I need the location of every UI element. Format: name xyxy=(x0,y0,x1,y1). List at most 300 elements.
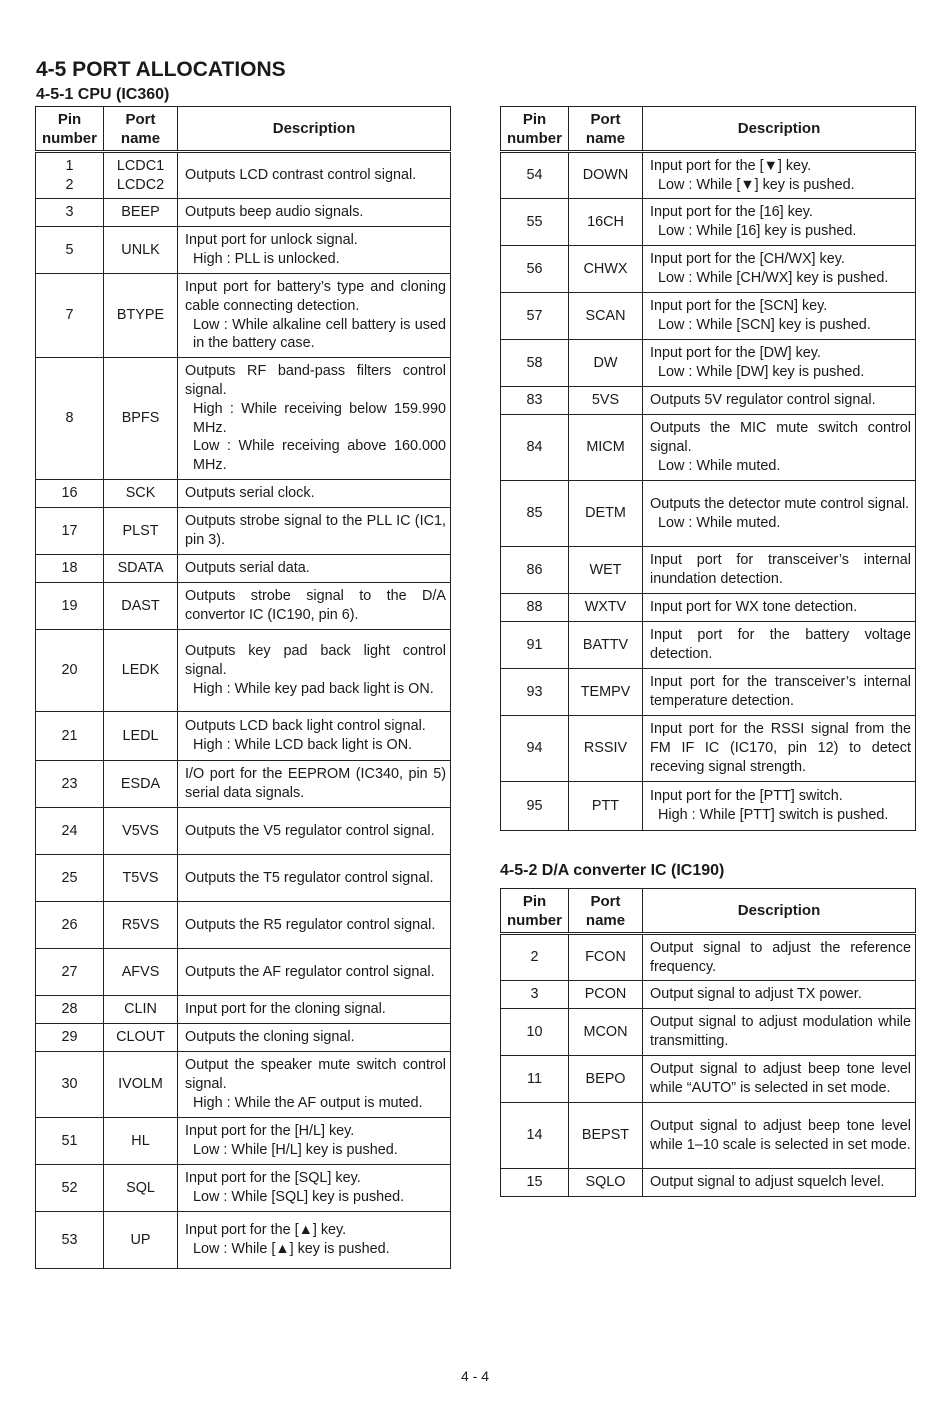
description-line: Low : While muted. xyxy=(658,514,781,531)
table-row xyxy=(501,481,916,547)
pin-number-text: 1 xyxy=(65,157,74,174)
port-name-text: MCON xyxy=(583,1023,628,1040)
description-line: High : While the AF output is muted. xyxy=(193,1094,423,1111)
pin-number-cell xyxy=(36,1212,104,1269)
port-name-cell xyxy=(569,481,643,547)
port-name-text: TEMPV xyxy=(580,683,631,700)
table-row xyxy=(36,902,451,949)
pin-number-cell xyxy=(501,246,569,293)
port-name-cell xyxy=(104,949,178,996)
description-cell xyxy=(643,669,916,716)
pin-number-text: 25 xyxy=(61,869,78,886)
pin-number-text: 52 xyxy=(61,1179,78,1196)
pin-number-text: 2 xyxy=(65,176,74,193)
description-line: Input port for the [SQL] key. xyxy=(185,1170,361,1187)
page-number: 4 - 4 xyxy=(460,1368,489,1384)
table-row xyxy=(36,949,451,996)
port-name-cell xyxy=(569,1169,643,1197)
description-cell xyxy=(178,712,451,761)
description-line: Input port for the [▲] key. xyxy=(185,1222,347,1239)
description-line: Input port for WX tone detection. xyxy=(650,599,858,616)
pin-number-cell xyxy=(501,716,569,782)
description-line: Output the speaker mute switch control signal. xyxy=(185,1057,446,1093)
pin-number-cell xyxy=(36,508,104,555)
table-row xyxy=(501,387,916,415)
pin-number-text: 3 xyxy=(530,986,539,1003)
description-line: Input port for the [DW] key. xyxy=(650,345,821,362)
description-cell xyxy=(178,1024,451,1052)
table-row xyxy=(501,934,916,981)
table-row xyxy=(36,274,451,358)
port-name-cell xyxy=(569,934,643,981)
pin-number-text: 15 xyxy=(526,1174,543,1191)
description-line: Input port for the [16] key. xyxy=(650,204,813,221)
description-line: High : While LCD back light is ON. xyxy=(193,737,413,753)
table-row xyxy=(501,594,916,622)
description-line: Outputs beep audio signals. xyxy=(185,204,364,221)
header-port-name: Port name xyxy=(569,107,643,152)
pin-number-cell xyxy=(501,622,569,669)
description-cell xyxy=(178,555,451,583)
description-cell xyxy=(178,227,451,274)
table-row xyxy=(36,996,451,1024)
port-name-text: MICM xyxy=(586,439,625,456)
description-line: Outputs the R5 regulator control signal. xyxy=(185,916,436,933)
description-line: High : While key pad back light is ON. xyxy=(193,680,434,697)
pin-number-cell xyxy=(501,415,569,481)
description-line: High : While receiving below 159.990 MHz. xyxy=(193,400,446,436)
description-cell xyxy=(643,1009,916,1056)
port-name-cell xyxy=(569,622,643,669)
pin-number-cell xyxy=(501,594,569,622)
pin-number-cell xyxy=(501,481,569,547)
description-cell xyxy=(178,199,451,227)
port-name-text: DW xyxy=(593,354,618,371)
description-line: Outputs the V5 regulator control signal. xyxy=(185,822,435,839)
port-name-cell xyxy=(104,199,178,227)
port-name-cell xyxy=(104,761,178,808)
pin-number-text: 26 xyxy=(61,916,78,933)
description-line: Outputs strobe signal to the PLL IC (IC1, pin 3). xyxy=(185,513,446,548)
port-name-text: IVOLM xyxy=(118,1076,163,1093)
description-cell xyxy=(643,1169,916,1197)
port-name-text: LCDC1 xyxy=(116,157,165,174)
description-line: Output signal to adjust TX power. xyxy=(650,986,862,1003)
description-cell xyxy=(178,996,451,1024)
port-name-text: CLIN xyxy=(124,1001,157,1018)
port-name-cell xyxy=(569,199,643,246)
port-name-cell xyxy=(104,630,178,712)
table-row xyxy=(501,415,916,481)
port-name-cell xyxy=(104,227,178,274)
description-line: Output signal to adjust beep tone level while 1–10 scale is selected in set mode. xyxy=(650,1117,911,1153)
description-line: Outputs the detector mute control signal. xyxy=(650,495,910,512)
pin-number-cell xyxy=(501,340,569,387)
table-row xyxy=(501,1009,916,1056)
description-cell xyxy=(643,481,916,547)
description-cell xyxy=(178,508,451,555)
port-name-cell xyxy=(104,1118,178,1165)
table-row xyxy=(501,622,916,669)
port-name-text: SQL xyxy=(126,1179,155,1196)
pin-number-cell xyxy=(501,934,569,981)
pin-number-cell xyxy=(36,274,104,358)
description-cell xyxy=(643,293,916,340)
port-name-text: FCON xyxy=(585,949,626,966)
description-cell xyxy=(643,1056,916,1103)
port-name-cell xyxy=(569,669,643,716)
table-row xyxy=(501,981,916,1009)
pin-number-text: 57 xyxy=(526,307,543,324)
description-cell xyxy=(643,716,916,782)
description-line: Low : While [16] key is pushed. xyxy=(658,223,857,239)
description-line: Output signal to adjust squelch level. xyxy=(650,1174,885,1191)
pin-number-cell xyxy=(36,1165,104,1212)
pin-number-cell xyxy=(501,1169,569,1197)
port-name-text: UP xyxy=(130,1231,151,1248)
port-name-cell xyxy=(569,293,643,340)
port-name-text: BEPO xyxy=(585,1070,626,1087)
table-row xyxy=(36,808,451,855)
port-name-text: UNLK xyxy=(121,241,160,258)
pin-number-cell xyxy=(501,152,569,199)
pin-number-text: 91 xyxy=(526,636,543,653)
pin-number-cell xyxy=(501,669,569,716)
port-name-cell xyxy=(104,274,178,358)
section-title-cpu: 4-5-1 CPU (IC360) xyxy=(36,86,170,103)
port-name-cell xyxy=(569,387,643,415)
header-description: Description xyxy=(643,107,916,152)
description-cell xyxy=(643,387,916,415)
pin-number-text: 85 xyxy=(526,505,543,522)
pin-number-text: 10 xyxy=(526,1023,543,1040)
pin-number-cell xyxy=(501,547,569,594)
pin-number-text: 2 xyxy=(530,949,539,966)
description-line: Input port for the battery voltage detection. xyxy=(650,627,911,662)
description-line: Outputs the T5 regulator control signal. xyxy=(185,869,434,886)
description-cell xyxy=(643,246,916,293)
description-cell xyxy=(643,782,916,831)
port-name-cell xyxy=(104,1052,178,1118)
pin-number-cell xyxy=(36,761,104,808)
pin-number-cell xyxy=(36,1118,104,1165)
pin-number-cell xyxy=(36,712,104,761)
pin-number-text: 54 xyxy=(526,167,543,184)
port-name-text: DETM xyxy=(585,505,626,522)
port-name-text: LEDK xyxy=(121,662,160,679)
table-row xyxy=(501,716,916,782)
table-row xyxy=(36,555,451,583)
port-name-cell xyxy=(104,508,178,555)
description-line: Outputs LCD contrast control signal. xyxy=(185,167,417,184)
port-name-text: R5VS xyxy=(121,916,160,933)
port-name-cell xyxy=(569,547,643,594)
description-line: Outputs RF band-pass filters control signal. xyxy=(185,363,446,398)
pin-number-cell xyxy=(501,293,569,340)
table-row xyxy=(36,583,451,630)
description-line: Low : While [DW] key is pushed. xyxy=(658,364,865,380)
pin-number-cell xyxy=(501,387,569,415)
description-cell xyxy=(178,480,451,508)
section-title-da: 4-5-2 D/A converter IC (IC190) xyxy=(500,862,725,879)
pin-number-text: 55 xyxy=(526,213,543,230)
pin-number-cell xyxy=(36,358,104,480)
pin-number-cell xyxy=(36,480,104,508)
port-name-cell xyxy=(104,855,178,902)
pin-number-text: 18 xyxy=(61,560,78,577)
description-cell xyxy=(643,199,916,246)
description-line: Output signal to adjust the reference frequency. xyxy=(650,939,911,975)
pin-number-cell xyxy=(36,199,104,227)
header-description: Description xyxy=(178,107,451,152)
pin-number-text: 88 xyxy=(526,599,543,616)
header-pin-number: Pin number xyxy=(501,107,569,152)
port-name-text: SCAN xyxy=(585,307,626,324)
pin-number-text: 84 xyxy=(526,439,543,456)
description-line: Low : While receiving above 160.000 MHz. xyxy=(193,438,446,474)
port-name-cell xyxy=(104,902,178,949)
port-name-cell xyxy=(569,246,643,293)
table-row xyxy=(36,1024,451,1052)
description-line: Input port for the cloning signal. xyxy=(185,1001,386,1018)
description-cell xyxy=(178,630,451,712)
table-row xyxy=(501,340,916,387)
description-line: Outputs the MIC mute switch control signal. xyxy=(650,420,911,456)
table-row xyxy=(501,1056,916,1103)
pin-number-text: 5 xyxy=(65,241,74,258)
description-line: Input port for the RSSI signal from the FM IF IC (IC170, pin 12) to detect receving signal strength. xyxy=(650,721,911,775)
description-cell xyxy=(643,152,916,199)
port-name-text: PTT xyxy=(591,797,620,814)
pin-number-text: 21 xyxy=(61,727,78,744)
pin-number-text: 94 xyxy=(526,740,543,757)
pin-number-text: 3 xyxy=(65,204,74,221)
description-line: Low : While alkaline cell battery is used in the battery case. xyxy=(193,316,446,352)
pin-number-text: 93 xyxy=(526,683,543,700)
pin-number-text: 7 xyxy=(65,307,74,324)
port-name-cell xyxy=(104,996,178,1024)
port-name-text: ESDA xyxy=(120,775,161,792)
page-title: 4-5 PORT ALLOCATIONS xyxy=(36,58,286,81)
description-line: I/O port for the EEPROM (IC340, pin 5) serial data signals. xyxy=(185,766,446,801)
description-cell xyxy=(643,415,916,481)
header-port-name: Port name xyxy=(569,889,643,934)
pin-number-text: 86 xyxy=(526,561,543,578)
port-name-cell xyxy=(569,716,643,782)
cpu-port-table-right xyxy=(500,106,916,831)
header-description: Description xyxy=(643,889,916,934)
table-row xyxy=(36,1052,451,1118)
port-name-text: CLOUT xyxy=(116,1029,165,1046)
header-port-name: Port name xyxy=(104,107,178,152)
port-name-cell xyxy=(569,981,643,1009)
description-cell xyxy=(178,1212,451,1269)
table-row xyxy=(36,630,451,712)
description-cell xyxy=(178,1052,451,1118)
port-name-text: DOWN xyxy=(582,167,629,184)
description-line: High : While [PTT] switch is pushed. xyxy=(658,807,889,823)
description-line: Input port for unlock signal. xyxy=(185,232,358,249)
description-line: Input port for transceiver’s internal inundation detection. xyxy=(650,552,911,587)
pin-number-cell xyxy=(36,583,104,630)
pin-number-cell xyxy=(36,996,104,1024)
pin-number-text: 14 xyxy=(526,1127,543,1144)
header-pin-number: Pin number xyxy=(36,107,104,152)
description-line: Outputs serial clock. xyxy=(185,485,315,502)
pin-number-text: 16 xyxy=(61,485,78,502)
port-name-cell xyxy=(569,594,643,622)
port-name-cell xyxy=(569,152,643,199)
table-row xyxy=(36,227,451,274)
table-row xyxy=(36,480,451,508)
port-name-text: PCON xyxy=(584,986,627,1003)
pin-number-cell xyxy=(501,782,569,831)
port-name-cell xyxy=(104,1165,178,1212)
port-name-text: AFVS xyxy=(121,963,160,980)
pin-number-text: 53 xyxy=(61,1231,78,1248)
port-name-cell xyxy=(104,712,178,761)
da-converter-port-table xyxy=(500,888,916,1197)
table-row xyxy=(501,547,916,594)
description-line: Input port for the transceiver’s internal temperature detection. xyxy=(650,674,911,709)
port-name-text: BPFS xyxy=(121,410,160,427)
header-pin-number: Pin number xyxy=(501,889,569,934)
description-cell xyxy=(178,1118,451,1165)
pin-number-cell xyxy=(36,152,104,199)
pin-number-cell xyxy=(501,199,569,246)
pin-number-cell xyxy=(501,981,569,1009)
pin-number-cell xyxy=(36,555,104,583)
description-cell xyxy=(643,981,916,1009)
description-line: Low : While muted. xyxy=(658,457,781,474)
description-line: Output signal to adjust beep tone level while “AUTO” is selected in set mode. xyxy=(650,1061,911,1096)
pin-number-text: 24 xyxy=(61,822,78,839)
table-row xyxy=(501,199,916,246)
pin-number-text: 8 xyxy=(65,410,74,427)
table-row xyxy=(36,855,451,902)
table-row xyxy=(501,669,916,716)
pin-number-text: 11 xyxy=(527,1070,542,1087)
description-cell xyxy=(178,583,451,630)
description-line: Input port for the [▼] key. xyxy=(650,157,812,174)
description-cell xyxy=(178,949,451,996)
port-name-text: LCDC2 xyxy=(116,176,165,193)
port-name-text: BEEP xyxy=(121,204,160,221)
description-line: High : PLL is unlocked. xyxy=(193,251,340,267)
port-name-text: BTYPE xyxy=(116,307,165,324)
pin-number-text: 30 xyxy=(61,1076,78,1093)
port-name-text: HL xyxy=(131,1132,150,1149)
table-row xyxy=(36,1165,451,1212)
port-name-cell xyxy=(104,1024,178,1052)
pin-number-cell xyxy=(36,1024,104,1052)
port-name-text: V5VS xyxy=(122,822,159,839)
pin-number-cell xyxy=(36,1052,104,1118)
description-cell xyxy=(643,547,916,594)
description-line: Outputs the cloning signal. xyxy=(185,1029,355,1046)
port-name-cell xyxy=(104,480,178,508)
port-name-text: RSSIV xyxy=(583,740,628,757)
description-line: Input port for the [CH/WX] key. xyxy=(650,251,845,268)
table-row xyxy=(36,358,451,480)
port-name-text: SDATA xyxy=(117,560,164,577)
description-cell xyxy=(643,934,916,981)
pin-number-text: 83 xyxy=(526,392,543,409)
pin-number-text: 20 xyxy=(61,662,78,679)
pin-number-cell xyxy=(36,949,104,996)
description-line: Low : While [▼] key is pushed. xyxy=(658,176,855,193)
port-name-text: T5VS xyxy=(122,869,159,886)
port-name-text: 5VS xyxy=(591,392,620,409)
description-cell xyxy=(178,358,451,480)
port-name-cell xyxy=(104,1212,178,1269)
description-line: Outputs key pad back light control signal. xyxy=(185,643,446,679)
description-line: Input port for battery’s type and cloning cable connecting detection. xyxy=(185,278,446,314)
port-name-text: DAST xyxy=(121,597,160,614)
description-line: Output signal to adjust modulation while transmitting. xyxy=(650,1014,911,1049)
description-cell xyxy=(178,761,451,808)
description-cell xyxy=(178,855,451,902)
pin-number-cell xyxy=(501,1056,569,1103)
pin-number-text: 28 xyxy=(61,1001,78,1018)
pin-number-text: 19 xyxy=(61,597,78,614)
pin-number-text: 56 xyxy=(526,260,543,277)
port-name-cell xyxy=(104,583,178,630)
pin-number-cell xyxy=(36,227,104,274)
port-name-cell xyxy=(104,808,178,855)
description-line: Low : While [SQL] key is pushed. xyxy=(193,1189,405,1205)
table-row xyxy=(36,1212,451,1269)
port-name-text: WXTV xyxy=(584,599,627,616)
table-row xyxy=(36,761,451,808)
description-line: Input port for the [SCN] key. xyxy=(650,298,828,315)
port-name-cell xyxy=(104,152,178,199)
table-row xyxy=(36,508,451,555)
description-cell xyxy=(178,1165,451,1212)
table-row xyxy=(501,246,916,293)
pin-number-cell xyxy=(36,855,104,902)
port-name-cell xyxy=(569,340,643,387)
port-name-cell xyxy=(569,1009,643,1056)
table-row xyxy=(501,1103,916,1169)
description-cell xyxy=(178,808,451,855)
pin-number-text: 58 xyxy=(526,354,543,371)
pin-number-cell xyxy=(36,630,104,712)
port-name-cell xyxy=(569,1056,643,1103)
description-line: Low : While [CH/WX] key is pushed. xyxy=(658,270,889,286)
port-name-cell xyxy=(569,415,643,481)
description-line: Low : While [H/L] key is pushed. xyxy=(193,1142,398,1158)
table-row xyxy=(501,782,916,831)
pin-number-cell xyxy=(36,808,104,855)
port-name-text: PLST xyxy=(122,522,159,539)
pin-number-text: 51 xyxy=(61,1132,78,1149)
pin-number-text: 95 xyxy=(526,797,543,814)
port-name-text: BEPST xyxy=(581,1127,630,1144)
pin-number-text: 27 xyxy=(61,963,78,980)
table-row xyxy=(36,1118,451,1165)
port-name-cell xyxy=(104,358,178,480)
pin-number-cell xyxy=(36,902,104,949)
port-name-text: SCK xyxy=(125,485,156,502)
table-row xyxy=(501,293,916,340)
port-name-text: 16CH xyxy=(587,213,624,230)
description-line: Outputs the AF regulator control signal. xyxy=(185,963,435,980)
description-line: Outputs 5V regulator control signal. xyxy=(650,392,876,409)
table-row xyxy=(501,1169,916,1197)
port-name-text: WET xyxy=(589,561,622,578)
description-cell xyxy=(643,622,916,669)
